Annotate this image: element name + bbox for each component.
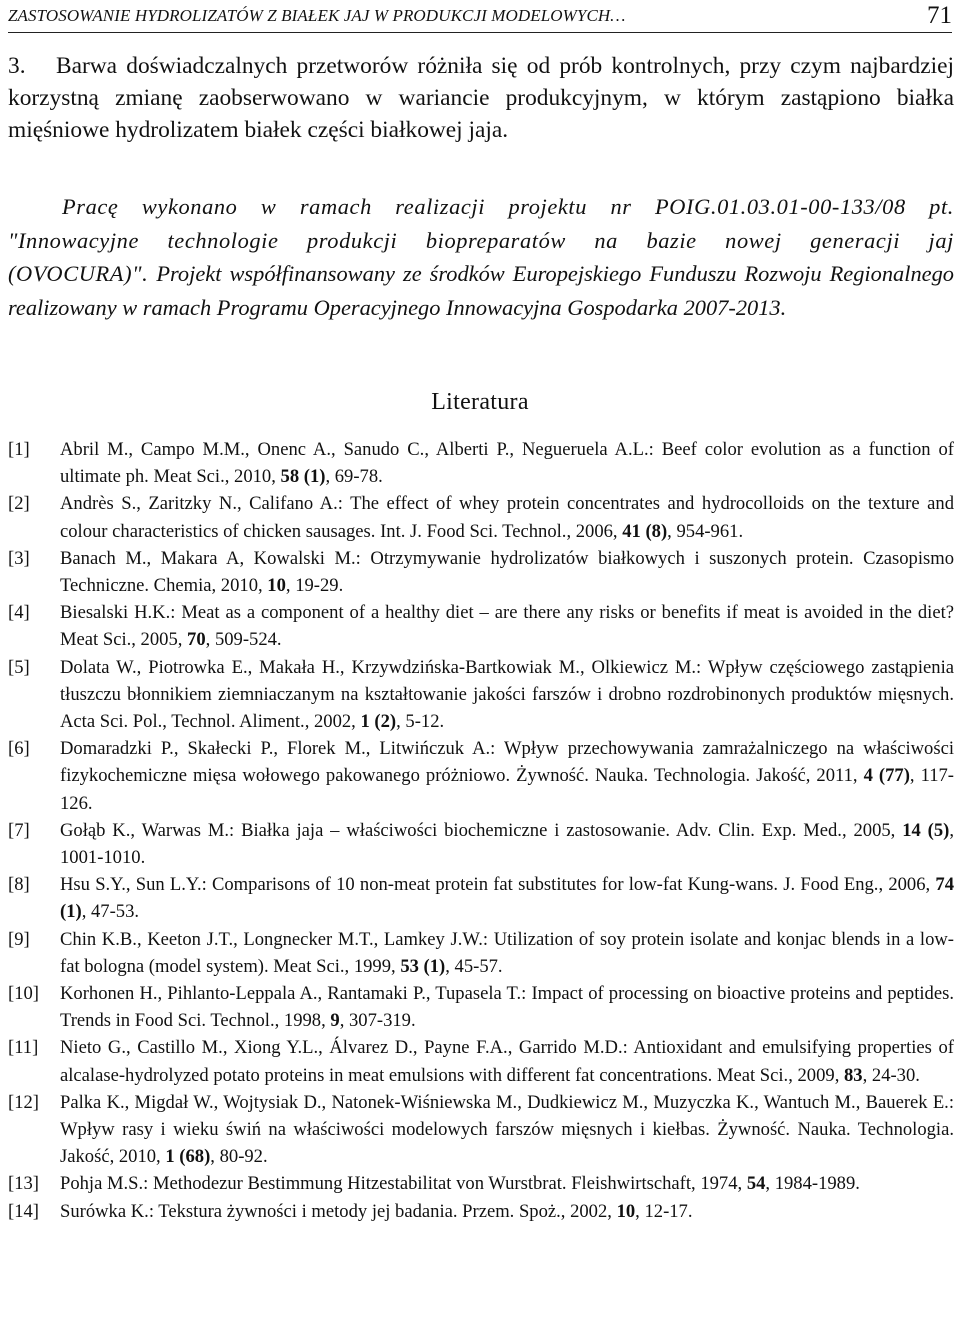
reference-item xyxy=(8,871,954,925)
reference-item xyxy=(8,1089,954,1171)
reference-item xyxy=(8,490,954,544)
reference-number: [2] xyxy=(8,493,30,515)
reference-item xyxy=(8,599,954,653)
reference-text: Gołąb K., Warwas M.: Białka jaja – właściwości biochemiczne i zastosowanie. Adv. Clin. Exp. Med., 2005, 14 (5), 1001-1010. xyxy=(60,819,954,869)
reference-text: Dolata W., Piotrowka E., Makała H., Krzywdzińska-Bartkowiak M., Olkiewicz M.: Wpływ częściowego zastąpienia tłuszczu błonnikiem ziemniaczanym na kształtowanie jakości farszów i drobno rozdrobinonych produktów mięsnych. Acta Sci. Pol., Technol. Aliment., 2002, 1 (2), 5-12. xyxy=(60,656,954,733)
reference-number: [1] xyxy=(8,439,30,460)
reference-number: [9] xyxy=(8,928,30,950)
reference-number: [7] xyxy=(8,819,30,841)
page-number: 71 xyxy=(927,2,952,29)
reference-text: Hsu S.Y., Sun L.Y.: Comparisons of 10 non-meat protein fat substitutes for low-fat Kung-wans. J. Food Eng., 2006, 74 (1), 47-53. xyxy=(60,874,954,923)
reference-number: [4] xyxy=(8,602,30,624)
reference-item xyxy=(8,654,954,736)
reference-item xyxy=(8,817,954,871)
conclusion-text: Barwa doświadczalnych przetworów różniła się od prób kontrolnych, przy czym najbardziej korzystną zmianę zaobserwowano w wariancie produkcyjnym, w którym zastąpiono białka mięśniowe hydrolizatem białek części białkowej jaja. xyxy=(8,53,954,143)
reference-number: [11] xyxy=(8,1037,39,1059)
reference-text: Banach M., Makara A, Kowalski M.: Otrzymywanie hydrolizatów białkowych i suszonych protein. Czasopismo Techniczne. Chemia, 2010, 10, 19-29. xyxy=(60,547,954,597)
reference-text: Surówka K.: Tekstura żywności i metody jej badania. Przem. Spoż., 2002, 10, 12-17. xyxy=(60,1200,693,1222)
reference-item xyxy=(8,735,954,817)
conclusion-number: 3. xyxy=(8,53,26,79)
reference-item xyxy=(8,926,954,980)
reference-text: Domaradzki P., Skałecki P., Florek M., Litwińczuk A.: Wpływ przechowywania zamrażalniczego na właściwości fizykochemiczne mięsa wołowego pakowanego próżniowo. Żywność. Nauka. Technologia. Jakość, 2011, 4 (77), 117-126. xyxy=(60,738,954,814)
reference-item xyxy=(8,1170,954,1197)
reference-text: Korhonen H., Pihlanto-Leppala A., Rantamaki P., Tupasela T.: Impact of processing on bioactive proteins and peptides. Trends in Food Sci. Technol., 1998, 9, 307-319. xyxy=(60,983,954,1032)
reference-text: Abril M., Campo M.M., Onenc A., Sanudo C., Alberti P., Negueruela A.L.: Beef color evolution as a function of ultimate ph. Meat Sci., 2010, 58 (1), 69-78. xyxy=(60,439,954,488)
reference-text: Nieto G., Castillo M., Xiong Y.L., Álvarez D., Payne F.A., Garrido M.D.: Antioxidant and emulsifying properties of alcalase-hydrolyzed potato proteins in meat emulsions with different fat concentrations. Meat Sci., 2009, 83, 24-30. xyxy=(60,1037,954,1086)
reference-text: Palka K., Migdał W., Wojtysiak D., Natonek-Wiśniewska M., Dudkiewicz M., Muzyczka K., Wantuch M., Bauerek E.: Wpływ rasy i wieku świń na właściwości modelowych farszów mięsnych i kiełbas. Żywność. Nauka. Technologia. Jakość, 2010, 1 (68), 80-92. xyxy=(60,1091,954,1168)
reference-number: [13] xyxy=(8,1173,39,1195)
reference-number: [3] xyxy=(8,547,30,569)
reference-text: Pohja M.S.: Methodezur Bestimmung Hitzestabilitat von Wurstbrat. Fleishwirtschaft, 1974, 54, 1984-1989. xyxy=(60,1173,860,1195)
reference-number: [10] xyxy=(8,983,39,1005)
reference-item xyxy=(8,1034,954,1088)
acknowledgement-funding: Projekt współfinansowany ze środków Europejskiego Funduszu Rozwoju Regionalnego realizowany w ramach Programu Operacyjnego Innowacyjna Gospodarka 2007-2013. xyxy=(8,261,954,320)
reference-item xyxy=(8,436,954,490)
conclusion-point-3 xyxy=(8,50,954,146)
running-title: ZASTOSOWANIE HYDROLIZATÓW Z BIAŁEK JAJ W PRODUKCJI MODELOWYCH… xyxy=(8,6,626,25)
reference-list xyxy=(8,436,954,1225)
acknowledgement xyxy=(8,190,954,324)
reference-number: [5] xyxy=(8,656,30,678)
reference-item xyxy=(8,1198,954,1225)
reference-text: Chin K.B., Keeton J.T., Longnecker M.T., Lamkey J.W.: Utilization of soy protein isolate and konjac blends in a low-fat bologna (model system). Meat Sci., 1999, 53 (1), 45-57. xyxy=(60,928,954,977)
reference-text: Biesalski H.K.: Meat as a component of a healthy diet – are there any risks or benefits if meat is avoided in the diet? Meat Sci., 2005, 70, 509-524. xyxy=(60,602,954,651)
reference-number: [6] xyxy=(8,738,30,760)
reference-number: [14] xyxy=(8,1200,39,1222)
reference-number: [8] xyxy=(8,874,30,896)
reference-number: [12] xyxy=(8,1091,39,1113)
reference-item xyxy=(8,980,954,1034)
running-header xyxy=(8,2,952,33)
reference-item xyxy=(8,545,954,599)
literature-heading: Literatura xyxy=(431,389,529,415)
reference-text: Andrès S., Zaritzky N., Califano A.: The effect of whey protein concentrates and hydrocolloids on the texture and colour characteristics of chicken sausages. Int. J. Food Sci. Technol., 2006, 41 (8), 954-961. xyxy=(60,493,954,542)
acknowledgement-project: Pracę wykonano w ramach realizacji projektu nr POIG.01.03.01-00-133/08 pt. "Innowacyjne technologie produkcji biopreparatów na bazie nowej generacji jaj (OVOCURA)". xyxy=(8,194,954,286)
